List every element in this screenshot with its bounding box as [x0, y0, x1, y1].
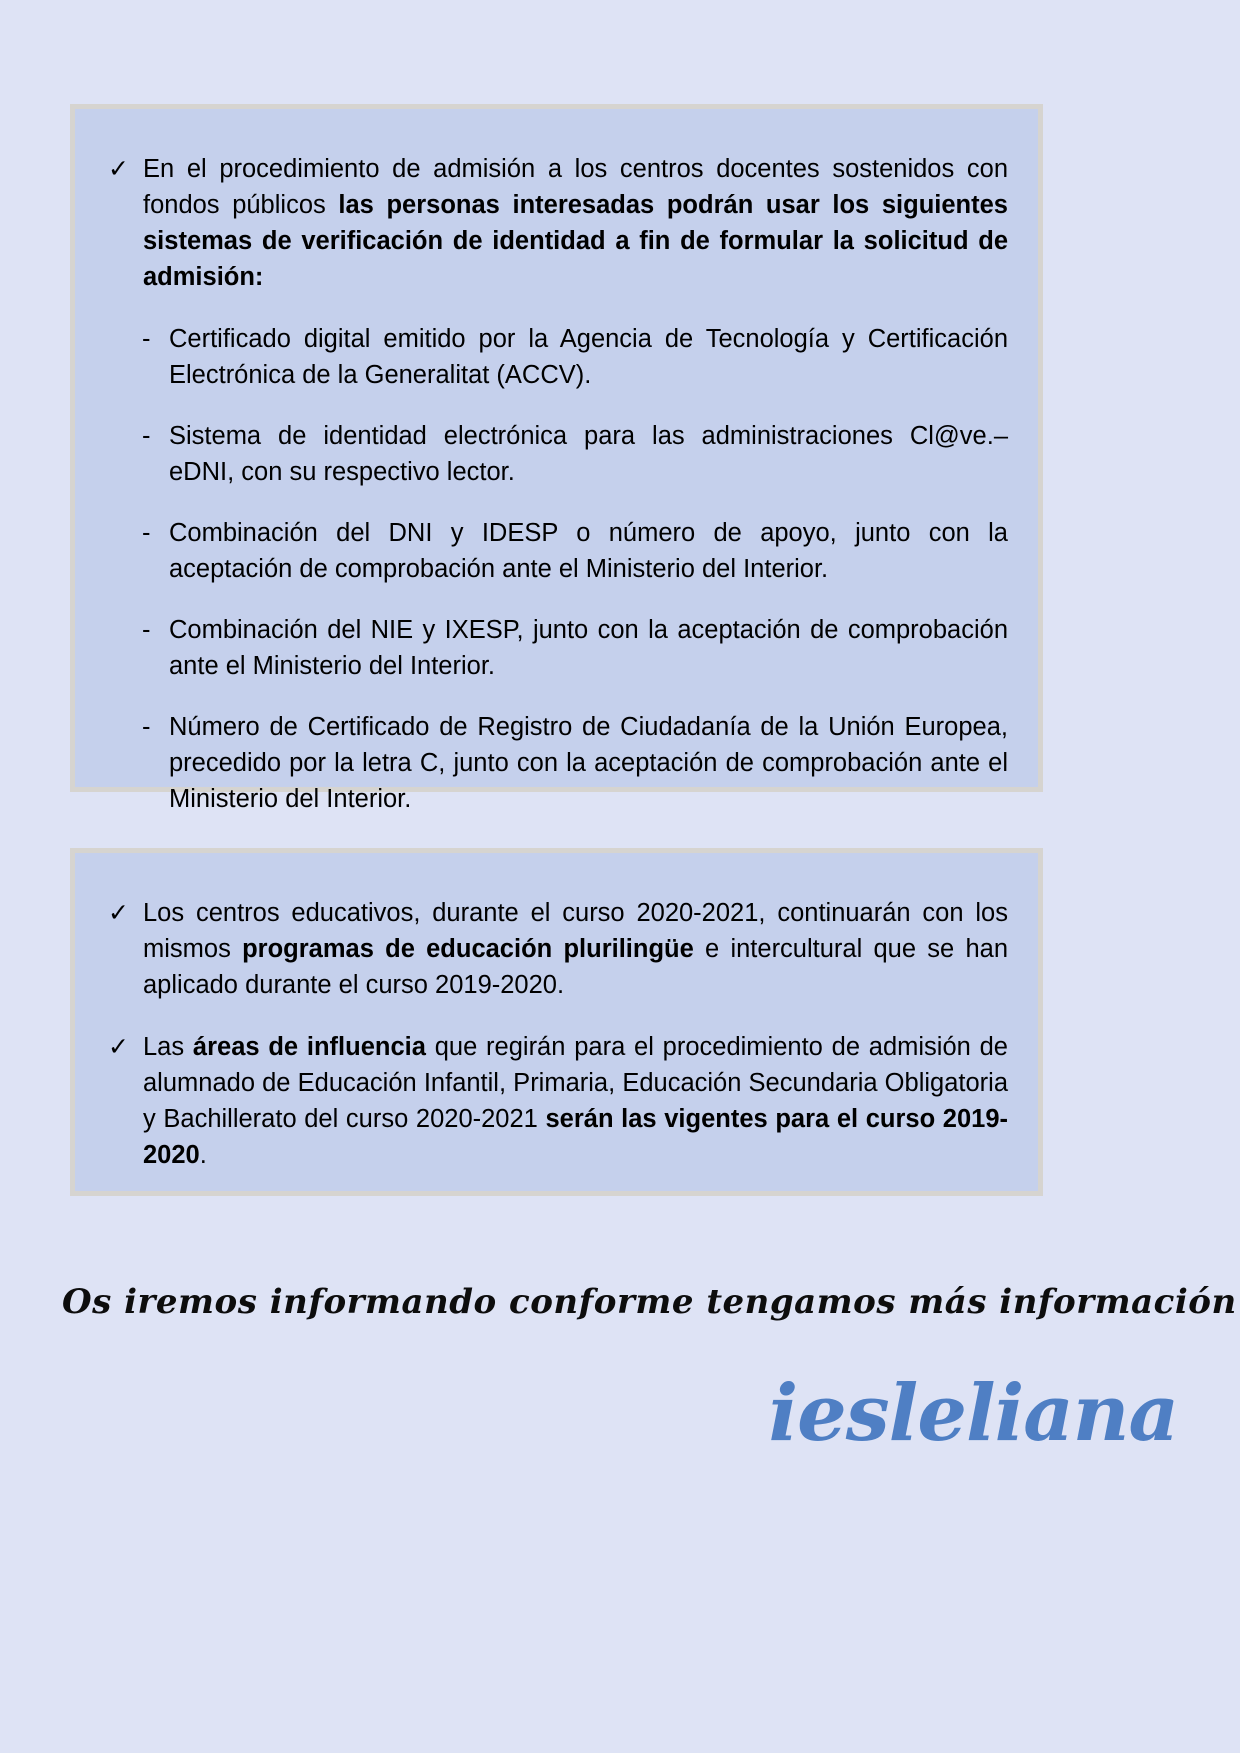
identity-verification-panel: [70, 104, 1043, 813]
programs-text-part1: Los centros educativos, durante el curso 2020-2021, continuarán con los mismos: [143, 899, 1008, 963]
identity-method-text: Número de Certificado de Registro de Ciudadanía de la Unión Europea, precedido por la letra C, junto con la aceptación de comprobación ante el Ministerio del Interior.: [169, 713, 1008, 813]
identity-method-text: Certificado digital emitido por la Agencia de Tecnología y Certificación Electrónica de la Generalitat (ACCV).: [169, 325, 1008, 389]
identity-intro-row: [105, 151, 1008, 295]
programs-text-bold1: programas de educación plurilingüe: [242, 935, 694, 963]
identity-methods-list: [105, 321, 1008, 817]
programs-text-part2: e intercultural que se han aplicado durante el curso 2019-2020.: [143, 935, 1008, 999]
list-item: [142, 612, 1008, 684]
identity-intro-text: [143, 151, 1008, 295]
list-item: [142, 709, 1008, 817]
dash-icon: -: [142, 616, 151, 644]
identity-method-text: Combinación del DNI y IDESP o número de apoyo, junto con la aceptación de comprobación ante el Ministerio del Interior.: [169, 519, 1008, 583]
influence-text-bold1: áreas de influencia: [192, 1033, 426, 1061]
identity-intro-lead: En el procedimiento de admisión a los centros docentes sostenidos con fondos públicos: [143, 155, 1008, 219]
programs-panel: [70, 848, 1043, 1196]
check-icon: ✓: [108, 899, 129, 927]
influence-text-bold2: serán las vigentes para el curso 2019-2020: [143, 1105, 1009, 1169]
dash-icon: -: [142, 713, 151, 741]
programs-influence-areas-row: [105, 1029, 1008, 1173]
programs-plurilingual-row: [105, 895, 1008, 1003]
list-item: [142, 418, 1008, 490]
identity-method-text: Sistema de identidad electrónica para las administraciones Cl@ve.– eDNI, con su respectivo lector.: [169, 422, 1008, 486]
identity-intro-bold: las personas interesadas podrán usar los siguientes sistemas de verificación de identidad a fin de formular la solicitud de admisión:: [143, 191, 1008, 291]
list-item: [142, 515, 1008, 587]
footer-message: Os iremos informando conforme tengamos más información: [62, 1282, 1237, 1322]
check-icon: ✓: [108, 155, 129, 183]
list-item: [142, 321, 1008, 393]
identity-method-text: Combinación del NIE y IXESP, junto con la aceptación de comprobación ante el Ministerio del Interior.: [169, 616, 1008, 680]
dash-icon: -: [142, 519, 151, 547]
check-icon: ✓: [108, 1033, 129, 1061]
programs-influence-areas-text: [143, 1029, 1008, 1173]
programs-plurilingual-text: [143, 895, 1008, 1003]
dash-icon: -: [142, 422, 151, 450]
dash-icon: -: [142, 325, 151, 353]
brand-logo: iesleliana: [768, 1368, 1178, 1459]
influence-text-part2: que regirán para el procedimiento de admisión de alumnado de Educación Infantil, Primaria, Educación Secundaria Obligatoria y Bachillerato del curso 2020-2021: [143, 1033, 1008, 1133]
influence-text-part3: .: [199, 1141, 207, 1169]
influence-text-part1: Las: [143, 1033, 193, 1061]
